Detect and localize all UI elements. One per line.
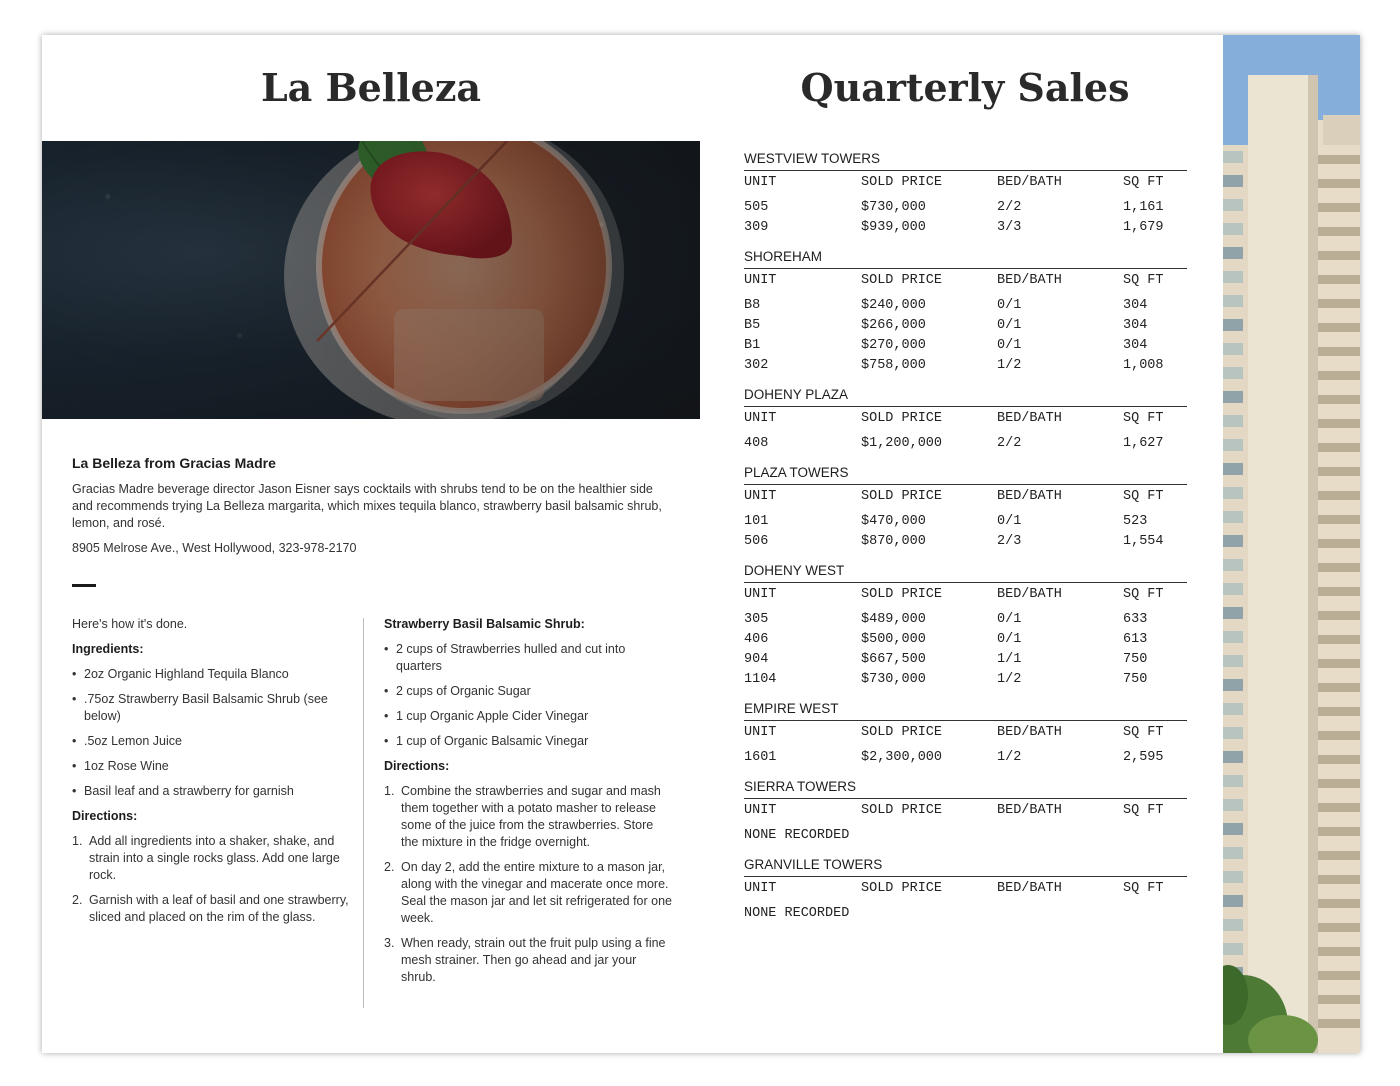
building-name: DOHENY WEST: [744, 562, 1187, 583]
table-cell: $730,000: [861, 672, 926, 687]
column-header: BED/BATH: [997, 175, 1062, 190]
column-divider: [363, 618, 364, 1008]
table-cell: 304: [1123, 298, 1148, 313]
table-cell: $758,000: [861, 358, 926, 373]
table-cell: 633: [1123, 612, 1148, 627]
table-cell: 101: [744, 514, 769, 529]
table-row: [744, 218, 1187, 238]
column-header: SQ FT: [1123, 587, 1164, 602]
table-cell: 2,595: [1123, 750, 1164, 765]
shrub-directions-label: Directions:: [384, 759, 450, 773]
building-block: [744, 700, 1187, 768]
column-header: SOLD PRICE: [861, 411, 943, 426]
recipe-column-2: [384, 616, 674, 994]
building-name: WESTVIEW TOWERS: [744, 150, 1187, 171]
column-header: SOLD PRICE: [861, 175, 943, 190]
building-block: [744, 464, 1187, 552]
table-header-row: [744, 723, 1187, 743]
table-row: [744, 610, 1187, 630]
directions-list: [72, 833, 352, 926]
list-item: • Basil leaf and a strawberry for garnish: [72, 783, 352, 800]
quarterly-sales-table: [744, 150, 1187, 934]
table-cell: 1,008: [1123, 358, 1164, 373]
column-header: UNIT: [744, 489, 777, 504]
none-recorded-text: NONE RECORDED: [744, 906, 850, 921]
recipe-description: Gracias Madre beverage director Jason Eisner says cocktails with shrubs tend to be on the healthier side and recommends trying La Belleza margarita, which mixes tequila blanco, strawberry basil balsamic shrub, lemon, and rosé.: [72, 482, 662, 530]
list-item: • 1 cup Organic Apple Cider Vinegar: [384, 708, 674, 725]
table-cell: 304: [1123, 318, 1148, 333]
table-cell: 0/1: [997, 612, 1022, 627]
column-header: UNIT: [744, 881, 777, 896]
table-cell: 0/1: [997, 632, 1022, 647]
column-header: UNIT: [744, 587, 777, 602]
column-header: SQ FT: [1123, 175, 1164, 190]
shrub-directions-list: [384, 783, 674, 986]
table-header-row: [744, 271, 1187, 291]
table-header-row: [744, 409, 1187, 429]
column-header: SQ FT: [1123, 881, 1164, 896]
table-cell: 1,161: [1123, 200, 1164, 215]
table-cell: B8: [744, 298, 761, 313]
table-cell: $240,000: [861, 298, 926, 313]
column-header: SQ FT: [1123, 489, 1164, 504]
table-cell: 302: [744, 358, 769, 373]
table-cell: $500,000: [861, 632, 926, 647]
column-header: SQ FT: [1123, 411, 1164, 426]
table-cell: $870,000: [861, 534, 926, 549]
table-cell: 2/2: [997, 200, 1022, 215]
building-name: SHOREHAM: [744, 248, 1187, 269]
table-cell: $470,000: [861, 514, 926, 529]
list-item: • 2 cups of Strawberries hulled and cut into quarters: [384, 641, 674, 675]
none-recorded-text: NONE RECORDED: [744, 828, 850, 843]
table-cell: 613: [1123, 632, 1148, 647]
list-item: 3. When ready, strain out the fruit pulp using a fine mesh strainer. Then go ahead and jar your shrub.: [384, 936, 666, 984]
column-header: SOLD PRICE: [861, 881, 943, 896]
table-cell: 506: [744, 534, 769, 549]
column-header: BED/BATH: [997, 725, 1062, 740]
column-header: BED/BATH: [997, 881, 1062, 896]
table-header-row: [744, 801, 1187, 821]
table-cell: 305: [744, 612, 769, 627]
table-row: [744, 356, 1187, 376]
list-item: • .5oz Lemon Juice: [72, 733, 352, 750]
list-item: • 1 cup of Organic Balsamic Vinegar: [384, 733, 674, 750]
table-cell: $939,000: [861, 220, 926, 235]
table-cell: $489,000: [861, 612, 926, 627]
page-title-quarterly-sales: Quarterly Sales: [800, 65, 1130, 110]
page-title-la-belleza: La Belleza: [260, 65, 482, 110]
directions-label: Directions:: [72, 809, 138, 823]
section-divider-dash: [72, 584, 96, 587]
table-cell: 0/1: [997, 318, 1022, 333]
table-header-row: [744, 879, 1187, 899]
magazine-spread: [42, 35, 1360, 1053]
table-cell: 750: [1123, 672, 1148, 687]
column-header: BED/BATH: [997, 273, 1062, 288]
list-item: • 1oz Rose Wine: [72, 758, 352, 775]
table-cell: 0/1: [997, 338, 1022, 353]
table-cell: 750: [1123, 652, 1148, 667]
ingredients-label: Ingredients:: [72, 642, 144, 656]
table-row: [744, 532, 1187, 552]
table-cell: 2/3: [997, 534, 1022, 549]
table-row: [744, 434, 1187, 454]
table-cell: B5: [744, 318, 761, 333]
building-name: EMPIRE WEST: [744, 700, 1187, 721]
column-header: UNIT: [744, 411, 777, 426]
table-row: [744, 336, 1187, 356]
table-cell: 1,679: [1123, 220, 1164, 235]
table-row: [744, 748, 1187, 768]
table-cell: 1/2: [997, 358, 1022, 373]
table-cell: 406: [744, 632, 769, 647]
shrub-label: Strawberry Basil Balsamic Shrub:: [384, 617, 585, 631]
table-header-row: [744, 487, 1187, 507]
list-item: 1. Add all ingredients into a shaker, shake, and strain into a single rocks glass. Add one large rock.: [72, 834, 340, 882]
column-header: UNIT: [744, 273, 777, 288]
column-header: BED/BATH: [997, 803, 1062, 818]
table-cell: 1/2: [997, 672, 1022, 687]
table-cell: 1104: [744, 672, 777, 687]
table-cell: 3/3: [997, 220, 1022, 235]
table-cell: 1,554: [1123, 534, 1164, 549]
building-block: [744, 386, 1187, 454]
table-row: [744, 198, 1187, 218]
list-item: • 2 cups of Organic Sugar: [384, 683, 674, 700]
column-header: BED/BATH: [997, 411, 1062, 426]
table-cell: $266,000: [861, 318, 926, 333]
column-header: SOLD PRICE: [861, 725, 943, 740]
ingredients-list: [72, 666, 352, 800]
column-header: BED/BATH: [997, 489, 1062, 504]
column-header: SOLD PRICE: [861, 587, 943, 602]
table-row: [744, 670, 1187, 690]
building-name: PLAZA TOWERS: [744, 464, 1187, 485]
restaurant-address: 8905 Melrose Ave., West Hollywood, 323-978-2170: [72, 541, 357, 555]
building-name: GRANVILLE TOWERS: [744, 856, 1187, 877]
table-cell: $1,200,000: [861, 436, 943, 451]
cocktail-photo: [42, 141, 700, 419]
building-name: SIERRA TOWERS: [744, 778, 1187, 799]
column-header: SQ FT: [1123, 725, 1164, 740]
table-cell: 1601: [744, 750, 777, 765]
table-header-row: [744, 585, 1187, 605]
tower-illustration-icon: [1223, 35, 1360, 1053]
column-header: SOLD PRICE: [861, 803, 943, 818]
column-header: SQ FT: [1123, 273, 1164, 288]
building-block: [744, 778, 1187, 846]
building-name: DOHENY PLAZA: [744, 386, 1187, 407]
table-cell: 309: [744, 220, 769, 235]
tower-building-photo: [1223, 35, 1360, 1053]
table-cell: 1/1: [997, 652, 1022, 667]
table-cell: $730,000: [861, 200, 926, 215]
table-row: [744, 296, 1187, 316]
table-cell: 2/2: [997, 436, 1022, 451]
table-cell: 0/1: [997, 514, 1022, 529]
table-row: [744, 512, 1187, 532]
recipe-column-1: [72, 616, 352, 934]
table-cell: 408: [744, 436, 769, 451]
table-cell: $2,300,000: [861, 750, 943, 765]
table-cell: 0/1: [997, 298, 1022, 313]
column-header: SQ FT: [1123, 803, 1164, 818]
list-item: 2. Garnish with a leaf of basil and one strawberry, sliced and placed on the rim of the glass.: [72, 893, 349, 924]
table-cell: B1: [744, 338, 761, 353]
table-cell: $667,500: [861, 652, 926, 667]
column-header: BED/BATH: [997, 587, 1062, 602]
column-header: UNIT: [744, 725, 777, 740]
intro-text: Here's how it's done.: [72, 617, 188, 631]
empty-row: [744, 904, 1187, 924]
table-cell: 304: [1123, 338, 1148, 353]
table-cell: 904: [744, 652, 769, 667]
shrub-ingredients-list: [384, 641, 674, 750]
building-block: [744, 562, 1187, 690]
recipe-heading: La Belleza from Gracias Madre: [72, 455, 276, 471]
list-item: 1. Combine the strawberries and sugar and mash them together with a potato masher to release some of the juice from the strawberries. Store the mixture in the fridge overnight.: [384, 784, 661, 849]
table-row: [744, 316, 1187, 336]
table-row: [744, 630, 1187, 650]
empty-row: [744, 826, 1187, 846]
column-header: UNIT: [744, 803, 777, 818]
table-header-row: [744, 173, 1187, 193]
building-block: [744, 248, 1187, 376]
building-block: [744, 856, 1187, 924]
list-item: • .75oz Strawberry Basil Balsamic Shrub (see below): [72, 691, 352, 725]
column-header: UNIT: [744, 175, 777, 190]
table-cell: 1/2: [997, 750, 1022, 765]
list-item: • 2oz Organic Highland Tequila Blanco: [72, 666, 352, 683]
building-block: [744, 150, 1187, 238]
list-item: 2. On day 2, add the entire mixture to a mason jar, along with the vinegar and macerate once more. Seal the mason jar and let sit refrigerated for one week.: [384, 860, 672, 925]
table-cell: 505: [744, 200, 769, 215]
table-cell: 1,627: [1123, 436, 1164, 451]
table-cell: $270,000: [861, 338, 926, 353]
column-header: SOLD PRICE: [861, 273, 943, 288]
column-header: SOLD PRICE: [861, 489, 943, 504]
table-cell: 523: [1123, 514, 1148, 529]
table-row: [744, 650, 1187, 670]
